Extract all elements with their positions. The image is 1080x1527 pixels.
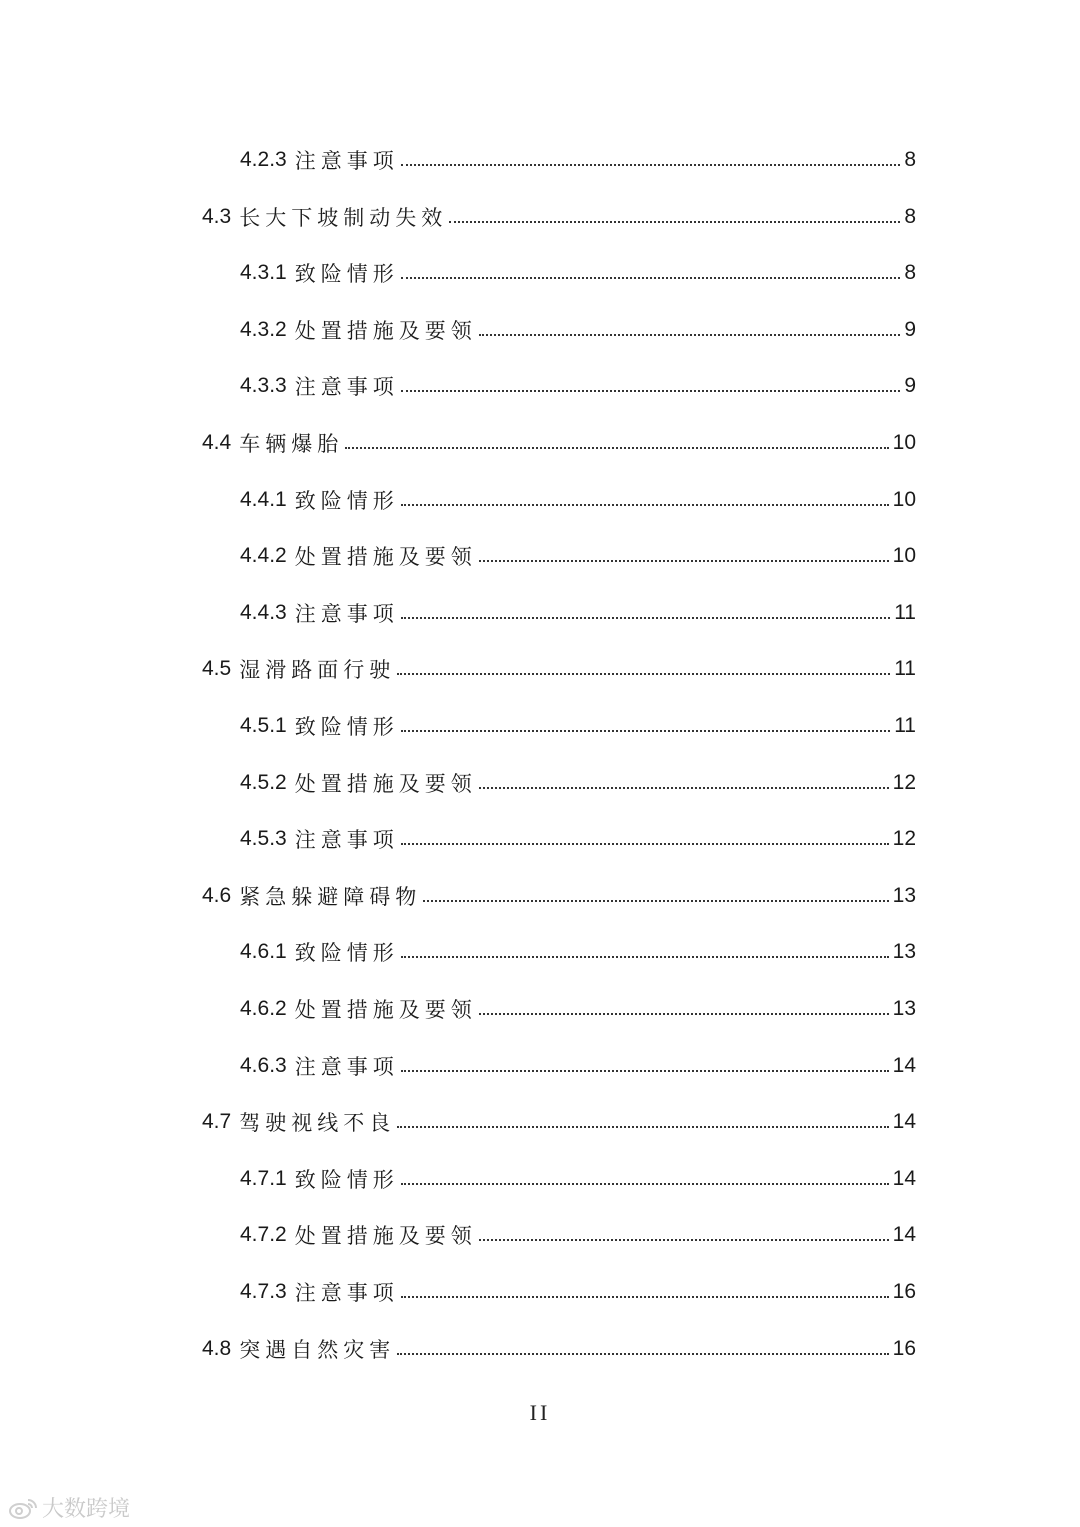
toc-entry-page: 14 — [892, 1223, 916, 1247]
toc-entry-title: 致险情形 — [294, 1167, 399, 1192]
toc-entry-title: 处置措施及要领 — [294, 545, 477, 570]
toc-entry-page: 16 — [892, 1336, 916, 1360]
toc-entry-number: 4.3.2 — [240, 317, 287, 341]
toc-entry-title: 注意事项 — [294, 601, 399, 626]
toc-entry[interactable] — [240, 253, 916, 293]
toc-entry-page: 13 — [892, 997, 916, 1020]
toc-entry-page: 12 — [892, 827, 916, 851]
toc-dot-leader — [479, 334, 901, 336]
toc-entry-number: 4.5.1 — [240, 714, 287, 737]
toc-entry[interactable] — [240, 140, 916, 180]
toc-dot-leader — [345, 447, 888, 449]
toc-entry-page: 11 — [894, 657, 916, 681]
toc-entry-title: 车辆爆胎 — [239, 432, 344, 456]
toc-entry-page: 13 — [892, 883, 916, 907]
toc-dot-leader — [479, 1013, 889, 1015]
toc-entry-title: 致险情形 — [294, 941, 399, 966]
toc-entry-title: 突遇自然灾害 — [239, 1337, 396, 1362]
toc-entry-page: 10 — [892, 487, 916, 511]
toc-entry[interactable] — [240, 819, 916, 859]
toc-entry[interactable] — [240, 1046, 916, 1086]
toc-entry[interactable] — [240, 1215, 916, 1255]
toc-entry-page: 14 — [892, 1110, 916, 1134]
toc-entry-number: 4.2.3 — [240, 148, 287, 171]
toc-entry-page: 12 — [892, 770, 916, 794]
toc-entry[interactable] — [202, 1102, 916, 1142]
toc-entry-title: 注意事项 — [294, 828, 399, 853]
toc-entry[interactable] — [202, 649, 916, 689]
toc-entry-title: 致险情形 — [294, 488, 399, 513]
toc-entry-title: 处置措施及要领 — [294, 771, 477, 796]
toc-dot-leader — [401, 390, 901, 392]
toc-entry[interactable] — [202, 423, 916, 463]
toc-entry[interactable] — [240, 763, 916, 803]
toc-dot-leader — [401, 956, 889, 958]
toc-entry-title: 注意事项 — [294, 1054, 399, 1079]
toc-entry-title: 致险情形 — [294, 262, 399, 287]
toc-entry-title: 注意事项 — [294, 149, 399, 173]
toc-entry[interactable] — [240, 1272, 916, 1312]
toc-entry-number: 4.6.1 — [240, 940, 287, 964]
toc-entry[interactable] — [240, 593, 916, 633]
toc-entry-number: 4.5 — [202, 657, 232, 681]
toc-entry-title: 驾驶视线不良 — [239, 1111, 396, 1136]
page-number: II — [529, 1400, 551, 1425]
toc-entry-page: 9 — [904, 317, 916, 341]
toc-entry[interactable] — [202, 197, 916, 237]
toc-dot-leader — [401, 843, 889, 845]
weibo-logo-icon — [8, 1496, 38, 1520]
toc-entry-page: 11 — [894, 600, 916, 624]
toc-entry-number: 4.4 — [202, 431, 232, 454]
toc-entry-title: 紧急躲避障碍物 — [239, 884, 422, 909]
toc-entry-title: 注意事项 — [294, 375, 399, 400]
toc-dot-leader — [397, 1126, 888, 1128]
toc-entry-number: 4.6.3 — [240, 1053, 287, 1077]
toc-dot-leader — [401, 504, 889, 506]
toc-entry-number: 4.8 — [202, 1336, 232, 1360]
toc-entry-title: 处置措施及要领 — [294, 1224, 477, 1249]
toc-entry-page: 16 — [892, 1280, 916, 1303]
toc-dot-leader — [401, 1070, 889, 1072]
toc-dot-leader — [401, 1183, 889, 1185]
toc-dot-leader — [401, 164, 901, 166]
toc-entry-title: 处置措施及要领 — [294, 318, 477, 343]
toc-entry[interactable] — [240, 706, 916, 746]
toc-entry-number: 4.4.1 — [240, 487, 287, 511]
toc-dot-leader — [401, 1296, 889, 1298]
toc-entry-number: 4.6.2 — [240, 997, 287, 1020]
toc-entry-page: 9 — [904, 374, 916, 398]
toc-entry[interactable] — [240, 480, 916, 520]
toc-entry-page: 8 — [904, 204, 916, 228]
toc-entry-page: 11 — [894, 714, 916, 737]
toc-entry-page: 14 — [892, 1053, 916, 1077]
toc-entry-page: 14 — [892, 1166, 916, 1190]
toc-entry-number: 4.7.3 — [240, 1280, 287, 1303]
toc-entry-number: 4.3 — [202, 204, 232, 228]
toc-entry-number: 4.3.1 — [240, 261, 287, 285]
toc-entry-page: 10 — [892, 431, 916, 454]
toc-dot-leader — [423, 900, 888, 902]
toc-dot-leader — [479, 787, 889, 789]
toc-entry-title: 致险情形 — [294, 715, 399, 739]
toc-dot-leader — [479, 560, 889, 562]
toc-entry-number: 4.4.2 — [240, 544, 287, 568]
toc-entry[interactable] — [202, 876, 916, 916]
toc-entry-number: 4.7.2 — [240, 1223, 287, 1247]
toc-entry-page: 8 — [904, 261, 916, 285]
toc-entry-title: 处置措施及要领 — [294, 998, 477, 1022]
toc-entry[interactable] — [240, 366, 916, 406]
toc-dot-leader — [479, 1239, 889, 1241]
toc-entry[interactable] — [240, 310, 916, 350]
toc-entry[interactable] — [240, 989, 916, 1029]
toc-entry-number: 4.4.3 — [240, 600, 287, 624]
toc-dot-leader — [449, 221, 900, 223]
watermark-text: 大数跨境 — [42, 1497, 131, 1522]
toc-entry-page: 10 — [892, 544, 916, 568]
toc-dot-leader — [401, 617, 890, 619]
toc-dot-leader — [401, 277, 901, 279]
toc-dot-leader — [401, 730, 890, 732]
toc-entry-page: 13 — [892, 940, 916, 964]
toc-dot-leader — [397, 673, 890, 675]
toc-entry-number: 4.5.3 — [240, 827, 287, 851]
toc-entry[interactable] — [240, 932, 916, 972]
toc-entry-title: 注意事项 — [294, 1281, 399, 1305]
toc-dot-leader — [397, 1353, 888, 1355]
toc-entry-number: 4.7 — [202, 1110, 232, 1134]
toc-entry-title: 长大下坡制动失效 — [239, 205, 448, 230]
toc-entry-number: 4.6 — [202, 883, 232, 907]
toc-entry[interactable] — [240, 1159, 916, 1199]
toc-entry-number: 4.7.1 — [240, 1166, 287, 1190]
toc-entry-number: 4.5.2 — [240, 770, 287, 794]
watermark — [8, 1492, 130, 1523]
toc-entry-page: 8 — [904, 148, 916, 171]
toc-entry[interactable] — [240, 536, 916, 576]
toc-entry[interactable] — [202, 1329, 916, 1369]
toc-entry-number: 4.3.3 — [240, 374, 287, 398]
toc-entry-title: 湿滑路面行驶 — [239, 658, 396, 683]
